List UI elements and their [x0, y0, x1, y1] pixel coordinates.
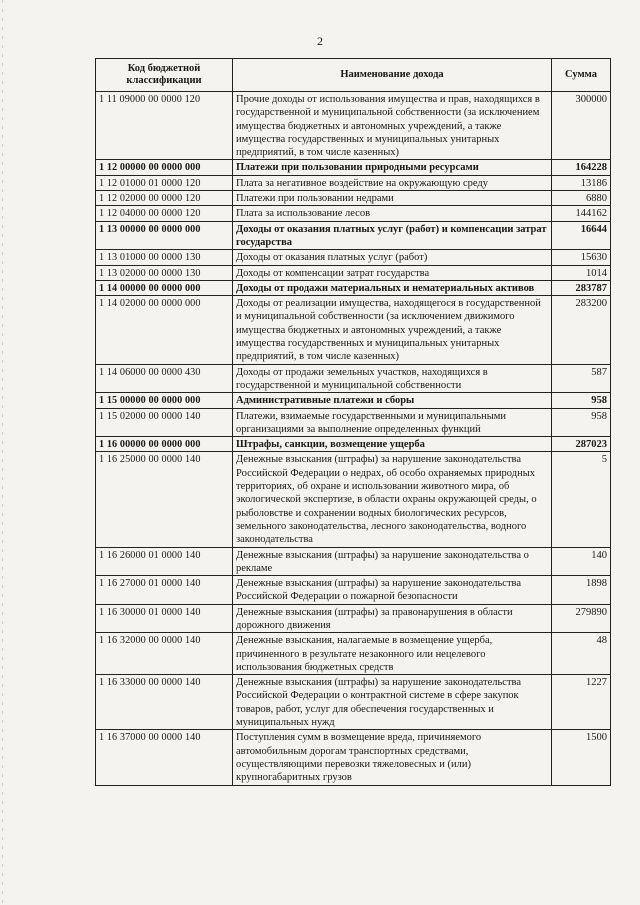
code-cell: 1 14 02000 00 0000 000	[96, 296, 233, 364]
sum-cell: 283787	[552, 280, 611, 295]
header-code: Код бюджетной классификации	[96, 59, 233, 92]
sum-cell: 958	[552, 393, 611, 408]
code-cell: 1 14 06000 00 0000 430	[96, 364, 233, 393]
code-cell: 1 15 02000 00 0000 140	[96, 408, 233, 437]
code-cell: 1 12 02000 00 0000 120	[96, 191, 233, 206]
name-cell: Штрафы, санкции, возмещение ущерба	[233, 437, 552, 452]
table-header-row	[96, 59, 611, 92]
name-cell: Денежные взыскания (штрафы) за нарушение законодательства Российской Федерации о пожарной безопасности	[233, 576, 552, 605]
table-row	[96, 250, 611, 265]
table-row	[96, 393, 611, 408]
header-sum: Сумма	[552, 59, 611, 92]
table-row	[96, 191, 611, 206]
name-cell: Плата за использование лесов	[233, 206, 552, 221]
code-cell: 1 16 37000 00 0000 140	[96, 730, 233, 785]
revenue-table	[95, 58, 611, 786]
name-cell: Денежные взыскания (штрафы) за нарушение законодательства Российской Федерации о контрактной системе в сфере закупок товаров, работ, услуг для обеспечения государственных и муниципальных нужд	[233, 675, 552, 730]
table-row	[96, 265, 611, 280]
table-row	[96, 547, 611, 576]
table-row	[96, 160, 611, 175]
name-cell: Денежные взыскания, налагаемые в возмещение ущерба, причиненного в результате незаконного или нецелевого использования бюджетных средств	[233, 633, 552, 675]
sum-cell: 283200	[552, 296, 611, 364]
table-row	[96, 175, 611, 190]
table-row	[96, 604, 611, 633]
code-cell: 1 16 27000 01 0000 140	[96, 576, 233, 605]
sum-cell: 279890	[552, 604, 611, 633]
name-cell: Поступления сумм в возмещение вреда, причиняемого автомобильным дорогам транспортных средствами, осуществляющими перевозки тяжеловесных и (или) крупногабаритных грузов	[233, 730, 552, 785]
sum-cell: 48	[552, 633, 611, 675]
code-cell: 1 12 04000 00 0000 120	[96, 206, 233, 221]
name-cell: Доходы от продажи земельных участков, находящихся в государственной и муниципальной собственности	[233, 364, 552, 393]
table-row	[96, 280, 611, 295]
name-cell: Доходы от оказания платных услуг (работ) и компенсации затрат государства	[233, 221, 552, 250]
sum-cell: 1227	[552, 675, 611, 730]
table-row	[96, 364, 611, 393]
sum-cell: 16644	[552, 221, 611, 250]
name-cell: Платежи, взимаемые государственными и муниципальными организациями за выполнение определенных функций	[233, 408, 552, 437]
name-cell: Прочие доходы от использования имущества и прав, находящихся в государственной и муниципальной собственности (за исключением имущества бюджетных и автономных учреждений, а также имущества государственных и муниципальных унитарных предприятий, в том числе казенных)	[233, 92, 552, 160]
name-cell: Плата за негативное воздействие на окружающую среду	[233, 175, 552, 190]
code-cell: 1 16 26000 01 0000 140	[96, 547, 233, 576]
sum-cell: 144162	[552, 206, 611, 221]
name-cell: Платежи при пользовании природными ресурсами	[233, 160, 552, 175]
sum-cell: 1014	[552, 265, 611, 280]
code-cell: 1 14 00000 00 0000 000	[96, 280, 233, 295]
scan-edge	[2, 0, 3, 905]
code-cell: 1 16 25000 00 0000 140	[96, 452, 233, 547]
name-cell: Доходы от компенсации затрат государства	[233, 265, 552, 280]
sum-cell: 5	[552, 452, 611, 547]
sum-cell: 1500	[552, 730, 611, 785]
code-cell: 1 11 09000 00 0000 120	[96, 92, 233, 160]
name-cell: Доходы от реализации имущества, находящегося в государственной и муниципальной собственности (за исключением движимого имущества бюджетных и автономных учреждений, а также имущества государственных и муниципальных унитарных предприятий, в том числе казенных)	[233, 296, 552, 364]
table-row	[96, 633, 611, 675]
sum-cell: 15630	[552, 250, 611, 265]
name-cell: Денежные взыскания (штрафы) за нарушение законодательства Российской Федерации о недрах, об особо охраняемых природных территориях, об охране и использовании животного мира, об экологической экспертизе, в области охраны окружающей среды, о рыболовстве и сохранении водных биологических ресурсов, земельного законодательства, лесного законодательства, водного законодательства	[233, 452, 552, 547]
table-row	[96, 92, 611, 160]
code-cell: 1 16 30000 01 0000 140	[96, 604, 233, 633]
table-row	[96, 452, 611, 547]
table-row	[96, 576, 611, 605]
table-body	[96, 92, 611, 786]
code-cell: 1 15 00000 00 0000 000	[96, 393, 233, 408]
sum-cell: 300000	[552, 92, 611, 160]
sum-cell: 958	[552, 408, 611, 437]
sum-cell: 287023	[552, 437, 611, 452]
name-cell: Платежи при пользовании недрами	[233, 191, 552, 206]
table-row	[96, 730, 611, 785]
sum-cell: 6880	[552, 191, 611, 206]
name-cell: Доходы от продажи материальных и нематериальных активов	[233, 280, 552, 295]
table-row	[96, 675, 611, 730]
code-cell: 1 13 00000 00 0000 000	[96, 221, 233, 250]
code-cell: 1 13 01000 00 0000 130	[96, 250, 233, 265]
code-cell: 1 12 00000 00 0000 000	[96, 160, 233, 175]
code-cell: 1 16 32000 00 0000 140	[96, 633, 233, 675]
name-cell: Денежные взыскания (штрафы) за правонарушения в области дорожного движения	[233, 604, 552, 633]
code-cell: 1 12 01000 01 0000 120	[96, 175, 233, 190]
page-number: 2	[317, 34, 323, 48]
table-row	[96, 221, 611, 250]
header-name: Наименование дохода	[233, 59, 552, 92]
code-cell: 1 13 02000 00 0000 130	[96, 265, 233, 280]
name-cell: Доходы от оказания платных услуг (работ)	[233, 250, 552, 265]
table-row	[96, 206, 611, 221]
sum-cell: 1898	[552, 576, 611, 605]
sum-cell: 13186	[552, 175, 611, 190]
code-cell: 1 16 00000 00 0000 000	[96, 437, 233, 452]
code-cell: 1 16 33000 00 0000 140	[96, 675, 233, 730]
name-cell: Административные платежи и сборы	[233, 393, 552, 408]
sum-cell: 587	[552, 364, 611, 393]
sum-cell: 164228	[552, 160, 611, 175]
table-row	[96, 408, 611, 437]
name-cell: Денежные взыскания (штрафы) за нарушение законодательства о рекламе	[233, 547, 552, 576]
table-row	[96, 437, 611, 452]
table-row	[96, 296, 611, 364]
sum-cell: 140	[552, 547, 611, 576]
